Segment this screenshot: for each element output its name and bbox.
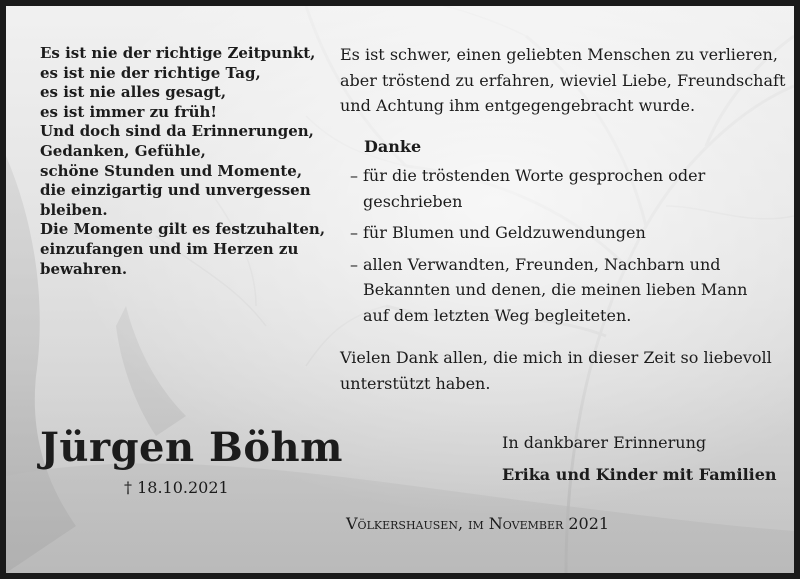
list-item [350,163,790,214]
family-signature: Erika und Kinder mit Familien [502,465,777,484]
intro-line: Es ist schwer, einen geliebten Menschen zu verlieren, [340,45,778,64]
death-date-line [124,478,229,497]
poem-line: schöne Stunden und Momente, [40,161,303,180]
poem-line: einzufangen und im Herzen zu [40,239,299,258]
thanks-list [350,163,790,335]
place-date: Völkershausen, im November 2021 [346,514,610,533]
closing-paragraph [340,345,772,396]
poem-line: Und doch sind da Erinnerungen, [40,122,314,141]
poem-line: Gedanken, Gefühle, [40,141,206,160]
thanks-text [340,42,790,484]
intro-paragraph [340,42,790,119]
poem-line: es ist immer zu früh! [40,102,218,121]
intro-line: aber tröstend zu erfahren, wieviel Liebe, Freundschaft [340,70,786,90]
deceased-name: Jürgen Böhm [40,424,343,471]
dash-bullet: – [350,166,358,185]
cross-symbol: † [124,478,132,497]
list-item [350,220,790,246]
list-item [350,252,790,329]
poem-line: Die Momente gilt es festzuhalten, [40,220,326,239]
list-item-line: auf dem letzten Weg begleiteten. [363,305,632,325]
intro-line: und Achtung ihm entgegengebracht wurde. [340,96,696,116]
poem [40,44,330,279]
dash-bullet: – [350,223,358,243]
poem-line: bewahren. [40,259,128,278]
list-item-line: geschrieben [363,191,463,211]
poem-line: es ist nie alles gesagt, [40,83,227,102]
list-item-line: allen Verwandten, Freunden, Nachbarn und [363,254,721,274]
poem-line: bleiben. [40,200,108,219]
memory-line: In dankbarer Erinnerung [502,433,707,452]
poem-line: es ist nie der richtige Tag, [40,63,261,82]
poem-line: Es ist nie der richtige Zeitpunkt, [40,44,316,62]
danke-heading: Danke [364,137,422,156]
poem-line: die einzigartig und unvergessen [40,181,311,200]
closing-line: unterstützt haben. [340,373,491,393]
list-item-line: für Blumen und Geldzuwendungen [363,223,646,243]
death-date: 18.10.2021 [137,478,229,497]
closing-line: Vielen Dank allen, die mich in dieser Zeit so liebevoll [340,348,772,367]
list-item-line: für die tröstenden Worte gesprochen oder [363,166,706,185]
dash-bullet: – [350,254,358,274]
list-item-line: Bekannten und denen, die meinen lieben Mann [363,280,748,300]
